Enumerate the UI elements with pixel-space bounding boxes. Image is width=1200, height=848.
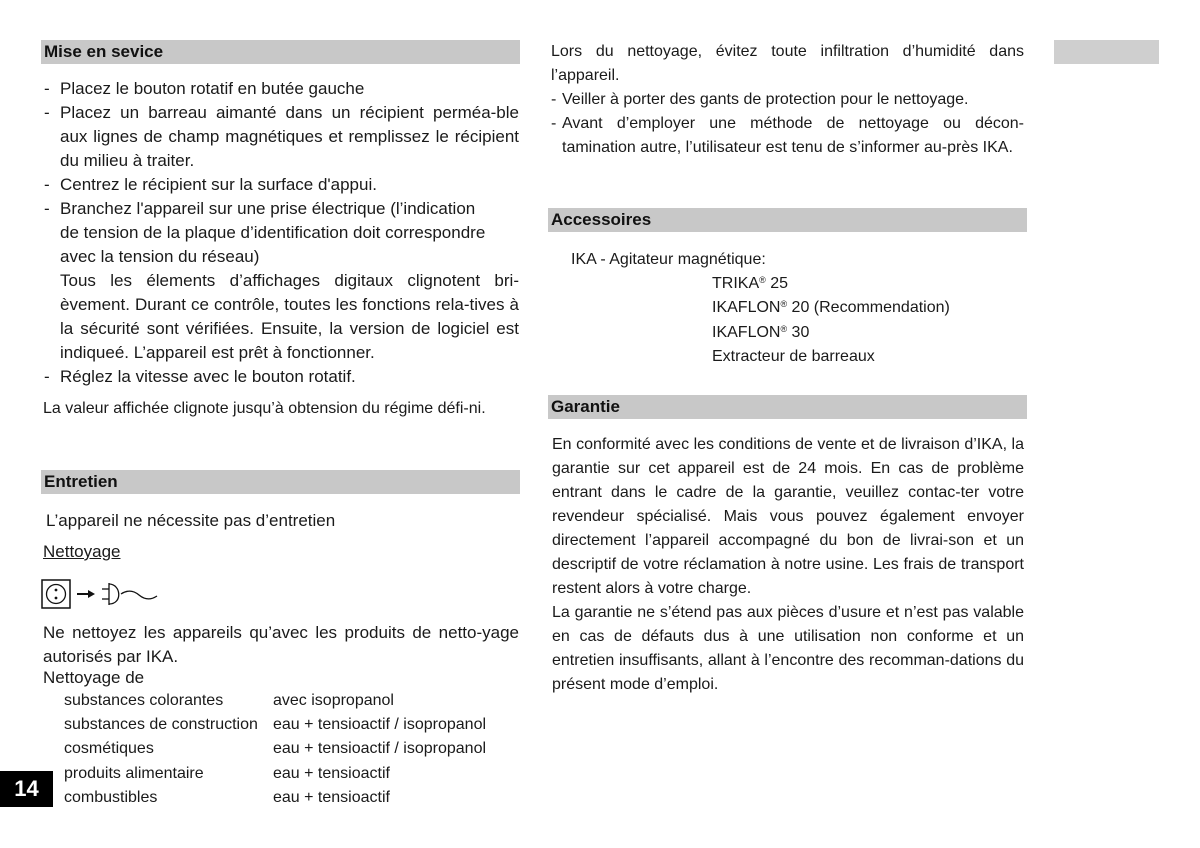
list-item: TRIKA® 25 (712, 275, 789, 292)
table-cell-agent: eau + tensioactif (273, 764, 390, 782)
cleaning-instructions: Ne nettoyez les appareils qu’avec les produits de netto-yage autorisés par IKA. (43, 623, 519, 666)
list-item: - Centrez le récipient sur la surface d'appui. (43, 173, 519, 197)
page-number: 14 (0, 771, 53, 807)
table-cell-agent: eau + tensioactif (273, 788, 390, 806)
table-row (64, 713, 486, 737)
list-item: - Avant d’employer une méthode de nettoyage ou décon-tamination autre, l’utilisateur est tenu de s’informer au-près IKA. (550, 112, 1024, 160)
list-item: IKAFLON® 20 (Recommendation) (712, 299, 950, 317)
table-row (64, 786, 486, 810)
table-row (64, 689, 486, 713)
list-item: - Branchez l'appareil sur une prise électrique (l’indication de tension de la plaque d’identification doit correspondre avec la tension du réseau) Tous les élements d’affichages digitaux clignotent bri-èvement. Durant ce contrôle, toutes les fonctions rela-tives à la sécurité sont vérifiées. Ensuite, la version de logiciel est indiqueé. L’appareil est prêt à fonctionner. (43, 197, 519, 365)
list-item: - Réglez la vitesse avec le bouton rotatif. (43, 365, 519, 389)
unplug-before-cleaning-icon (41, 578, 161, 610)
section-tab-marker (1054, 40, 1159, 64)
accessories-list (712, 272, 950, 369)
section-heading-garantie: Garantie (548, 395, 1027, 419)
cleaning-label: Nettoyage (43, 542, 121, 561)
table-cell-substance: produits alimentaire (64, 764, 204, 782)
list-item-extra: Tous les élements d’affichages digitaux clignotent bri-èvement. Durant ce contrôle, toutes les fonctions rela-tives à la sécurité sont vérifiées. Ensuite, la version de logiciel est indiqueé. L’appareil est prêt à fonctionner. (60, 271, 519, 362)
table-row (64, 762, 486, 786)
table-cell-agent: eau + tensioactif / isopropanol (273, 716, 487, 734)
table-cell-substance: cosmétiques (64, 740, 154, 758)
cleaning-table (64, 689, 486, 810)
section-heading-mise-en-service: Mise en sevice (41, 40, 520, 64)
mise-en-service-steps (43, 77, 519, 389)
table-cell-substance: substances colorantes (64, 692, 224, 709)
section-heading-accessoires: Accessoires (548, 208, 1027, 232)
warranty-paragraph-2: La garantie ne s’étend pas aux pièces d’usure et n’est pas valable en cas de défauts dus à une utilisation non conforme et un entretien insuffisants, allant à l’encontre des recomman-dations du présent mode d’emploi. (552, 604, 1024, 693)
table-cell-substance: combustibles (64, 788, 158, 806)
table-cell-agent: avec isopropanol (273, 692, 394, 709)
maintenance-text: L’appareil ne nécessite pas d’entretien (46, 511, 336, 530)
cleaning-table-title: Nettoyage de (43, 668, 145, 687)
warranty-paragraph-1: En conformité avec les conditions de vente et de livraison d’IKA, la garantie sur cet appareil est de 24 mois. En cas de problème entrant dans le cadre de la garantie, veuillez contac-ter votre revendeur spécialisé. Mais vous pouvez également envoyer directement l’appareil accompagné du bon de livrai-son et un descriptif de votre réclamation à notre usine. Les frais de transport restent alors à votre charge. (552, 436, 1024, 597)
speed-display-note: La valeur affichée clignote jusqu’à obtension du régime défi-ni. (43, 400, 486, 417)
table-cell-agent: eau + tensioactif / isopropanol (273, 740, 487, 758)
list-item: - Veiller à porter des gants de protection pour le nettoyage. (550, 88, 1024, 112)
table-row (64, 737, 486, 761)
list-item: - Placez un barreau aimanté dans un récipient perméa-ble aux lignes de champ magnétiques et remplissez le récipient du milieu à traiter. (43, 101, 519, 173)
accessories-intro: IKA - Agitateur magnétique: (571, 251, 766, 268)
cleaning-moisture-text: Lors du nettoyage, évitez toute infiltration d’humidité dans l’appareil. (551, 43, 1024, 84)
list-item: IKAFLON® 30 (712, 323, 810, 341)
list-item: - Placez le bouton rotatif en butée gauche (43, 77, 519, 101)
cleaning-precautions (550, 88, 1024, 160)
list-item: Extracteur de barreaux (712, 347, 875, 365)
table-cell-substance: substances de construction (64, 716, 258, 734)
section-heading-entretien: Entretien (41, 470, 520, 494)
